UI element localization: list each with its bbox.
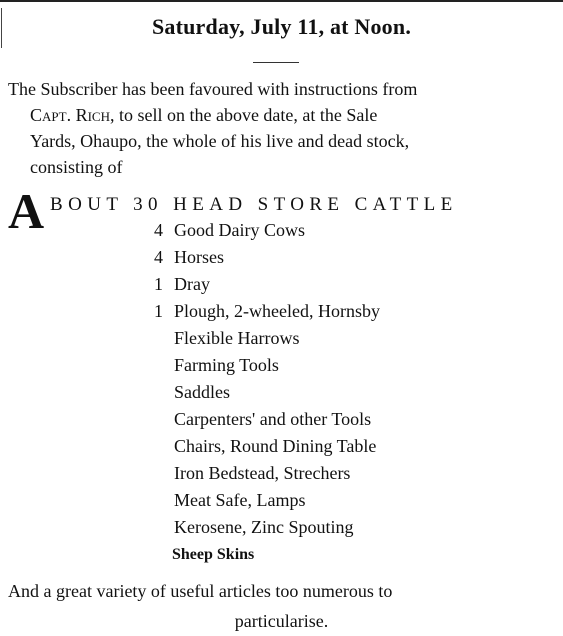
lead-item: BOUT 30 HEAD STORE CATTLE: [50, 194, 458, 215]
list-item: [0, 352, 563, 379]
list-item: [0, 379, 563, 406]
heading-divider: [253, 62, 299, 63]
item-description: Farming Tools: [174, 355, 279, 375]
item-description: Kerosene, Zinc Spouting: [174, 517, 354, 537]
intro-line-1: The Subscriber has been favoured with instructions from: [8, 79, 418, 99]
intro-line-4: consisting of: [30, 157, 123, 177]
item-quantity: 4: [154, 220, 163, 240]
list-item: [0, 217, 563, 244]
intro-line-2: [8, 102, 558, 128]
intro-paragraph: [8, 76, 558, 180]
drop-cap: A: [8, 183, 45, 239]
item-description: Flexible Harrows: [174, 328, 300, 348]
sale-heading: Saturday, July 11, at Noon.: [151, 14, 412, 39]
item-description: Carpenters' and other Tools: [174, 409, 372, 429]
item-description: Good Dairy Cows: [174, 220, 305, 240]
client-name: Capt. Rich,: [30, 105, 115, 125]
item-description: Iron Bedstead, Strechers: [174, 463, 351, 483]
list-item: [0, 271, 563, 298]
item-description: Plough, 2-wheeled, Hornsby: [174, 301, 380, 321]
list-item: [0, 541, 563, 568]
list-item: [0, 244, 563, 271]
item-description: Saddles: [174, 382, 230, 402]
intro-line-2-rest: to sell on the above date, at the Sale: [114, 105, 378, 125]
list-item: [0, 514, 563, 541]
closing-line-1: And a great variety of useful articles too numerous to: [8, 581, 393, 601]
item-quantity: 1: [154, 301, 163, 321]
stock-list: [0, 217, 563, 568]
closing-paragraph: [0, 576, 563, 636]
list-item: [0, 298, 563, 325]
list-item: [0, 325, 563, 352]
list-item: [0, 433, 563, 460]
item-description: Horses: [174, 247, 224, 267]
item-quantity: 1: [154, 274, 163, 294]
item-description: Sheep Skins: [172, 546, 255, 563]
item-quantity: 4: [154, 247, 163, 267]
item-description: Chairs, Round Dining Table: [174, 436, 377, 456]
list-item: [0, 460, 563, 487]
intro-line-3: Yards, Ohaupo, the whole of his live and dead stock,: [30, 131, 410, 151]
list-item: [0, 487, 563, 514]
closing-line-2: particularise.: [234, 611, 329, 631]
list-item: [0, 406, 563, 433]
top-rule: [0, 0, 563, 2]
item-description: Dray: [174, 274, 210, 294]
item-description: Meat Safe, Lamps: [174, 490, 306, 510]
